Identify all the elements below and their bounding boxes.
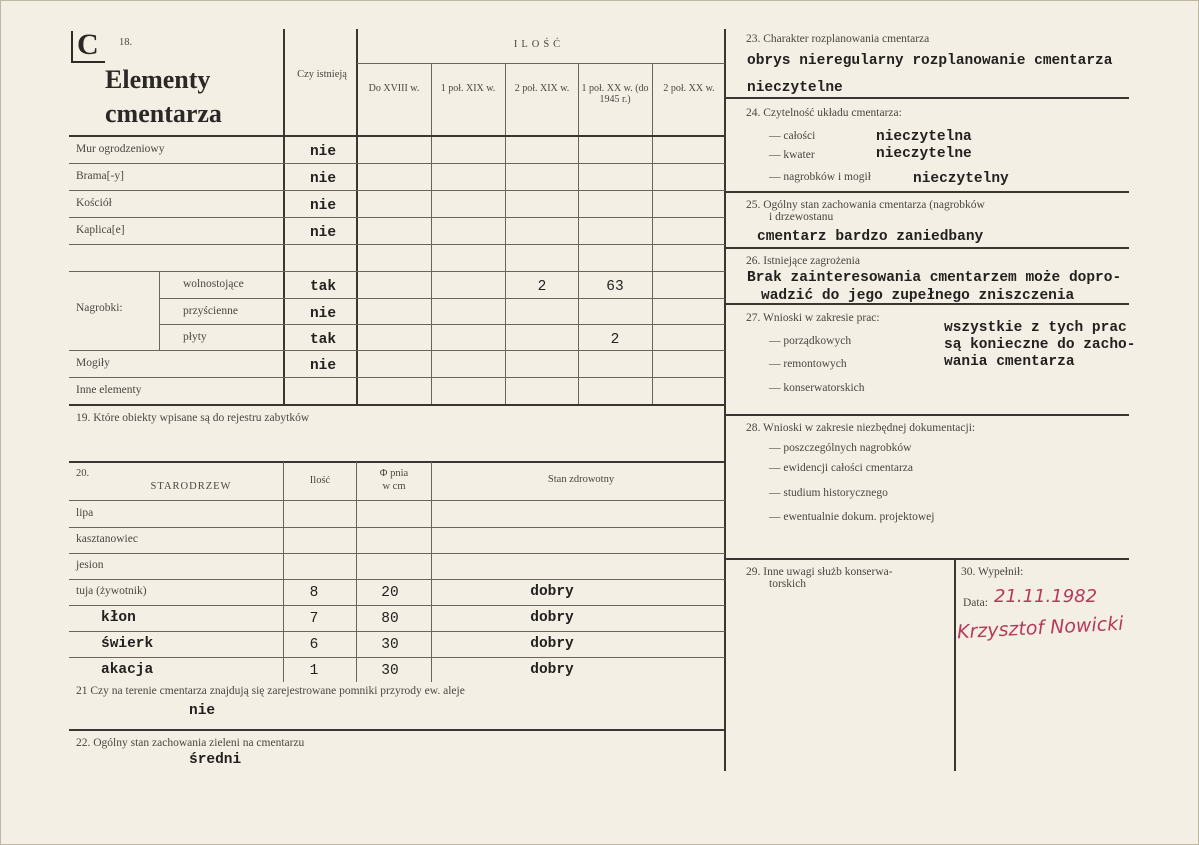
question-23-answer-line1: obrys nieregularny rozplanowanie cmentarza: [747, 53, 1113, 69]
question-25-label-line1: 25. Ogólny stan zachowania cmentarza (nagrobków: [746, 199, 985, 211]
question-29-label-line1: 29. Inne uwagi służb konserwa-: [746, 566, 893, 578]
question-25-label-line2: i drzewostanu: [769, 211, 834, 223]
divider: [652, 63, 653, 405]
element-label: Mogiły: [76, 357, 110, 369]
element-label: Kaplica[e]: [76, 224, 125, 236]
tree-species: świerk: [101, 636, 154, 652]
trees-health-header: Stan zdrowotny: [547, 474, 615, 485]
period-header: Do XVIII w.: [368, 83, 420, 94]
divider: [357, 63, 725, 64]
section-title-line1: Elementy: [105, 65, 211, 94]
exists-value: nie: [309, 306, 337, 322]
signature: Krzysztof Nowicki: [956, 612, 1125, 644]
question-23-answer-line2: nieczytelne: [747, 80, 843, 96]
tree-health: dobry: [530, 610, 574, 626]
trees-title: STARODRZEW: [150, 481, 232, 492]
quantity-cell: 2: [610, 332, 620, 348]
date-label: Data:: [963, 597, 988, 609]
q24-row-label: — całości: [769, 130, 816, 142]
question-26-label: 26. Istniejące zagrożenia: [746, 255, 860, 267]
divider: [159, 298, 725, 299]
section-letter-box: [71, 28, 105, 63]
field-20-number: 20.: [76, 468, 90, 479]
q27-item: — konserwatorskich: [769, 382, 865, 394]
section-title-line2: cmentarza: [105, 99, 222, 128]
divider: [69, 605, 725, 606]
field-18-number: 18.: [119, 37, 133, 48]
divider: [159, 324, 725, 325]
fill-date: 21.11.1982: [994, 586, 1098, 607]
trees-qty-header: Ilość: [309, 475, 331, 486]
divider: [69, 271, 725, 272]
divider: [69, 404, 725, 406]
divider: [69, 657, 725, 658]
exists-value: nie: [309, 144, 337, 160]
divider: [725, 303, 1129, 305]
divider: [69, 350, 725, 351]
tree-qty: 7: [309, 611, 319, 627]
tree-qty: 6: [309, 637, 319, 653]
trees-diam-header-1: Φ pnia: [379, 468, 409, 479]
q27-item: — remontowych: [769, 358, 847, 370]
tree-qty: 1: [309, 663, 319, 679]
q24-row-label: — kwater: [769, 149, 815, 161]
q27-answer-line: są konieczne do zacho-: [944, 337, 1136, 353]
nagrobki-type-label: wolnostojące: [183, 278, 244, 290]
element-label: Inne elementy: [76, 384, 142, 396]
trees-diam-header-2: w cm: [382, 481, 406, 492]
divider: [69, 135, 725, 137]
exists-value: nie: [309, 225, 337, 241]
q24-row-label: — nagrobków i mogił: [769, 171, 871, 183]
nagrobki-label: Nagrobki:: [76, 302, 123, 314]
nagrobki-type-label: płyty: [183, 331, 207, 343]
divider: [725, 414, 1129, 416]
divider: [954, 559, 956, 771]
q27-answer-line: wszystkie z tych prac: [944, 320, 1127, 336]
question-21-label: 21 Czy na terenie cmentarza znajdują się zarejestrowane pomniki przyrody ew. aleje: [76, 685, 465, 697]
question-22-label: 22. Ogólny stan zachowania zieleni na cmentarzu: [76, 737, 305, 749]
divider: [725, 191, 1129, 193]
question-24-label: 24. Czytelność układu cmentarza:: [746, 107, 902, 119]
divider: [69, 163, 725, 164]
exists-value: tak: [309, 279, 337, 295]
divider: [431, 63, 432, 405]
question-26-answer-line1: Brak zainteresowania cmentarzem może dopro-: [747, 270, 1122, 286]
q24-row-value: nieczytelny: [913, 171, 1009, 187]
question-28-label: 28. Wnioski w zakresie niezbędnej dokumentacji:: [746, 422, 976, 434]
exists-value: nie: [309, 171, 337, 187]
element-label: Mur ogrodzeniowy: [76, 143, 165, 155]
divider: [69, 729, 725, 731]
section-letter: C: [77, 28, 99, 61]
col-exists-header: Czy istnieją: [297, 69, 347, 80]
question-23-label: 23. Charakter rozplanowania cmentarza: [746, 33, 930, 45]
divider: [725, 247, 1129, 249]
tree-diameter: 30: [381, 637, 399, 653]
exists-value: nie: [309, 198, 337, 214]
q28-item: — poszczególnych nagrobków: [769, 442, 912, 454]
tree-species: lipa: [76, 507, 94, 519]
divider: [725, 97, 1129, 99]
question-25-answer: cmentarz bardzo zaniedbany: [757, 229, 984, 245]
divider: [505, 63, 506, 405]
q28-item: — ewidencji całości cmentarza: [769, 462, 913, 474]
divider: [69, 244, 725, 245]
q28-item: — ewentualnie dokum. projektowej: [769, 511, 935, 523]
divider: [725, 558, 1129, 560]
element-label: Kościół: [76, 197, 112, 209]
period-header: 2 poł. XIX w.: [514, 83, 570, 94]
tree-diameter: 30: [381, 663, 399, 679]
question-29-label-line2: torskich: [769, 578, 807, 590]
q27-answer-line: wania cmentarza: [944, 354, 1075, 370]
divider: [283, 462, 284, 682]
tree-species: jesion: [76, 559, 104, 571]
divider: [69, 631, 725, 632]
divider: [431, 462, 432, 682]
divider: [69, 527, 725, 528]
tree-species: kłon: [101, 610, 136, 626]
tree-qty: 8: [309, 585, 319, 601]
question-22-answer: średni: [189, 752, 242, 768]
divider: [69, 553, 725, 554]
question-21-answer: nie: [189, 703, 216, 719]
q24-row-value: nieczytelna: [876, 129, 972, 145]
divider: [69, 377, 725, 378]
tree-health: dobry: [530, 584, 574, 600]
nagrobki-type-label: przyścienne: [183, 305, 238, 317]
divider: [69, 217, 725, 218]
divider: [724, 29, 726, 771]
tree-species: akacja: [101, 662, 154, 678]
tree-species: tuja (żywotnik): [76, 585, 147, 597]
quantity-cell: 2: [537, 279, 547, 295]
divider: [159, 271, 160, 350]
divider: [69, 190, 725, 191]
divider: [69, 500, 725, 501]
period-header: 1 poł. XX w. (do 1945 r.): [581, 83, 649, 105]
tree-health: dobry: [530, 662, 574, 678]
period-header: 2 poł. XX w.: [663, 83, 715, 94]
divider: [69, 579, 725, 580]
tree-health: dobry: [530, 636, 574, 652]
divider: [69, 461, 725, 463]
question-30-label: 30. Wypełnił:: [961, 566, 1024, 578]
element-label: Brama[-y]: [76, 170, 124, 182]
question-26-answer-line2: wadzić do jego zupełnego zniszczenia: [761, 288, 1075, 304]
question-19-label: 19. Które obiekty wpisane są do rejestru zabytków: [76, 412, 310, 424]
q28-item: — studium historycznego: [769, 487, 888, 499]
q27-item: — porządkowych: [769, 335, 852, 347]
tree-diameter: 20: [381, 585, 399, 601]
period-header: 1 poł. XIX w.: [440, 83, 496, 94]
tree-diameter: 80: [381, 611, 399, 627]
exists-value: nie: [309, 358, 337, 374]
tree-species: kasztanowiec: [76, 533, 138, 545]
col-quantity-header: ILOŚĆ: [513, 39, 565, 50]
exists-value: tak: [309, 332, 337, 348]
divider: [578, 63, 579, 405]
divider: [356, 462, 357, 682]
question-27-label: 27. Wnioski w zakresie prac:: [746, 312, 880, 324]
quantity-cell: 63: [606, 279, 624, 295]
q24-row-value: nieczytelne: [876, 146, 972, 162]
